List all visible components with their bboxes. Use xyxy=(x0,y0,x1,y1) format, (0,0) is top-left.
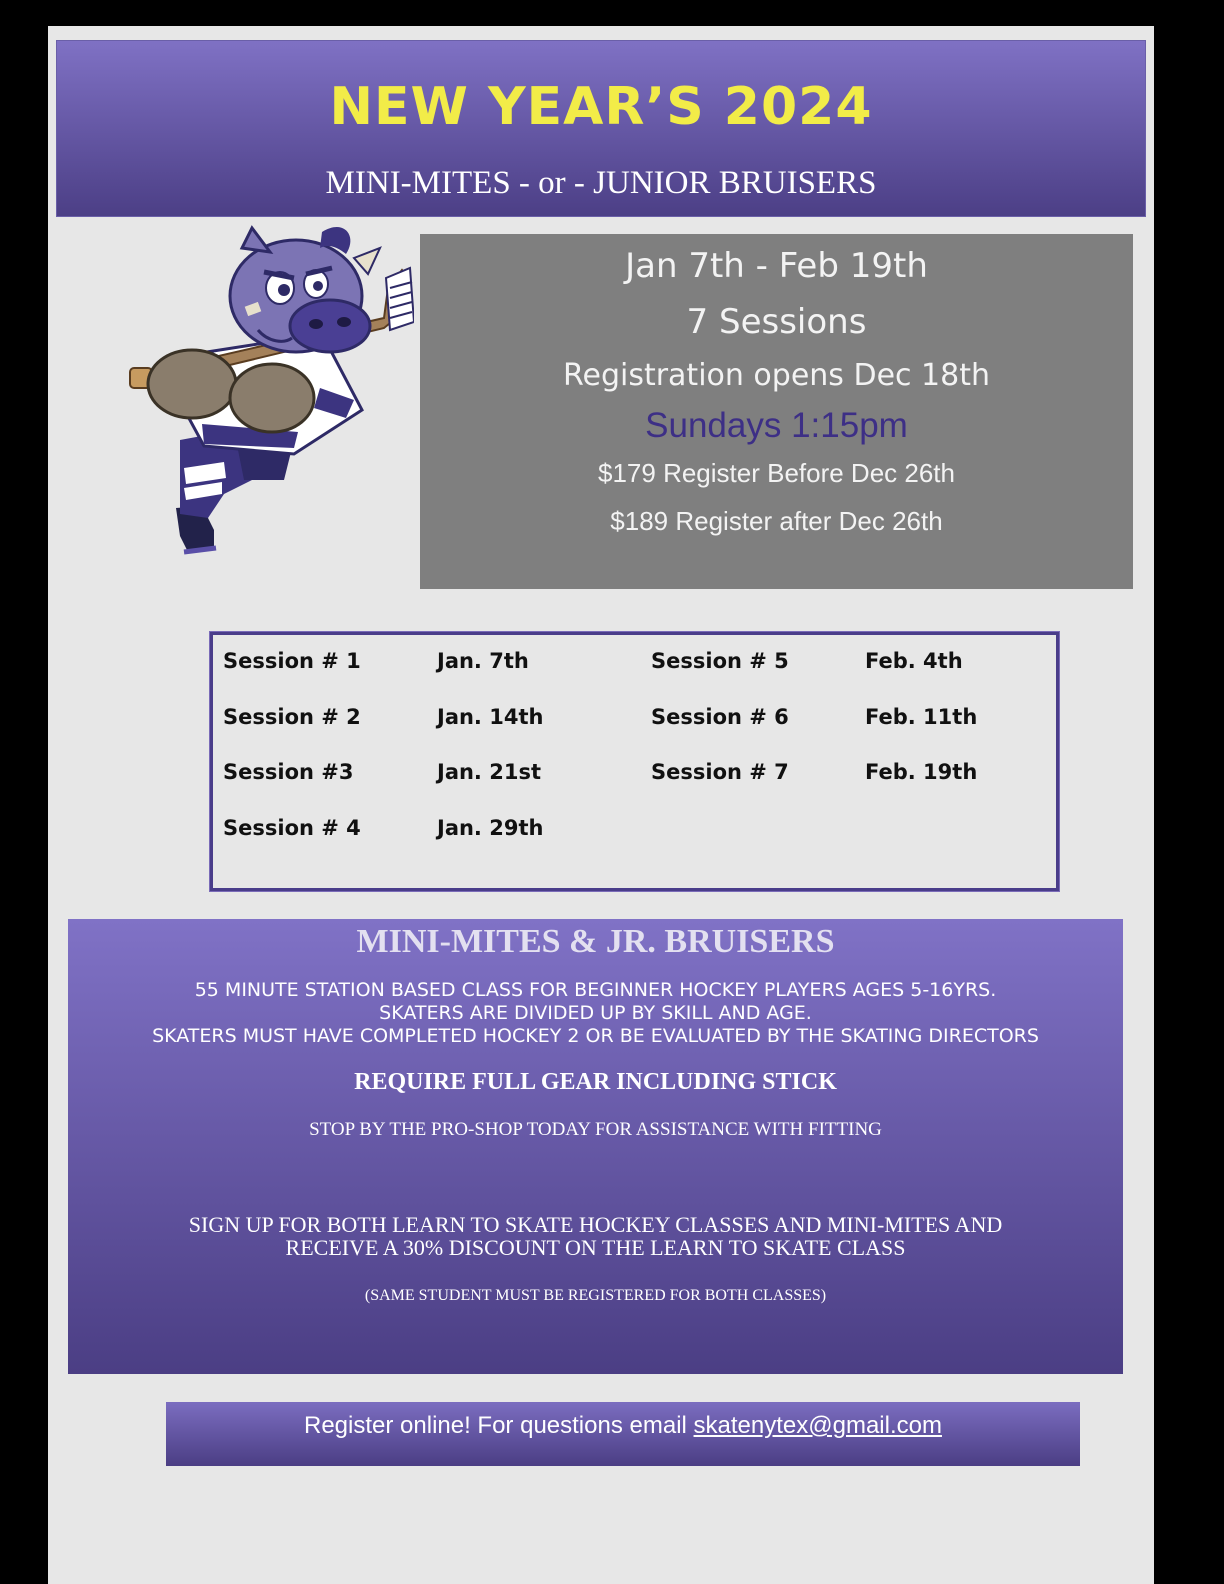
info-box xyxy=(420,234,1133,589)
class-time: Sundays 1:15pm xyxy=(645,406,908,445)
program-title: MINI-MITES & JR. BRUISERS xyxy=(356,923,835,960)
date-range: Jan 7th - Feb 19th xyxy=(625,246,928,286)
session-label: Session # 5 xyxy=(651,649,789,673)
session-label: Session #3 xyxy=(223,760,354,784)
contact-text: Register online! For questions email xyxy=(304,1412,694,1439)
price-late: $189 Register after Dec 26th xyxy=(610,506,943,536)
registration-open: Registration opens Dec 18th xyxy=(562,358,991,393)
gear-requirement: REQUIRE FULL GEAR INCLUDING STICK xyxy=(354,1069,837,1095)
header-banner xyxy=(56,40,1146,217)
session-label: Session # 4 xyxy=(223,816,361,840)
register-banner xyxy=(166,1402,1080,1466)
discount-line: RECEIVE A 30% DISCOUNT ON THE LEARN TO SKATE CLASS xyxy=(285,1235,906,1260)
description-line: SKATERS MUST HAVE COMPLETED HOCKEY 2 OR BE EVALUATED BY THE SKATING DIRECTORS xyxy=(152,1025,1039,1047)
session-label: Session # 6 xyxy=(651,705,789,729)
session-date: Jan. 21st xyxy=(437,760,541,784)
page-subtitle: MINI-MITES - or - JUNIOR BRUISERS xyxy=(325,165,877,201)
bull-hockey-mascot-icon xyxy=(84,218,414,568)
session-label: Session # 7 xyxy=(651,760,789,784)
session-date: Feb. 19th xyxy=(865,760,978,784)
proshop-note: STOP BY THE PRO-SHOP TODAY FOR ASSISTANCE WITH FITTING xyxy=(309,1119,882,1140)
session-count: 7 Sessions xyxy=(686,302,867,342)
price-early: $179 Register Before Dec 26th xyxy=(598,458,955,488)
session-label: Session # 2 xyxy=(223,705,361,729)
description-line: 55 MINUTE STATION BASED CLASS FOR BEGINNER HOCKEY PLAYERS AGES 5-16YRS. xyxy=(194,979,997,1001)
session-date: Feb. 11th xyxy=(865,705,978,729)
page-title: NEW YEAR’S 2024 xyxy=(329,77,873,137)
flyer-page xyxy=(48,26,1154,1584)
session-date: Feb. 4th xyxy=(865,649,963,673)
program-description xyxy=(68,919,1123,1374)
email-link[interactable]: skatenytex@gmail.com xyxy=(693,1412,942,1439)
description-line: SKATERS ARE DIVIDED UP BY SKILL AND AGE. xyxy=(379,1002,812,1024)
session-date: Jan. 29th xyxy=(437,816,544,840)
session-schedule xyxy=(210,632,1059,891)
discount-note: (SAME STUDENT MUST BE REGISTERED FOR BOTH CLASSES) xyxy=(364,1287,827,1304)
session-date: Jan. 7th xyxy=(437,649,529,673)
session-date: Jan. 14th xyxy=(437,705,544,729)
discount-line: SIGN UP FOR BOTH LEARN TO SKATE HOCKEY CLASSES AND MINI-MITES AND xyxy=(188,1212,1003,1237)
session-label: Session # 1 xyxy=(223,649,361,673)
contact-line xyxy=(166,1412,1080,1440)
